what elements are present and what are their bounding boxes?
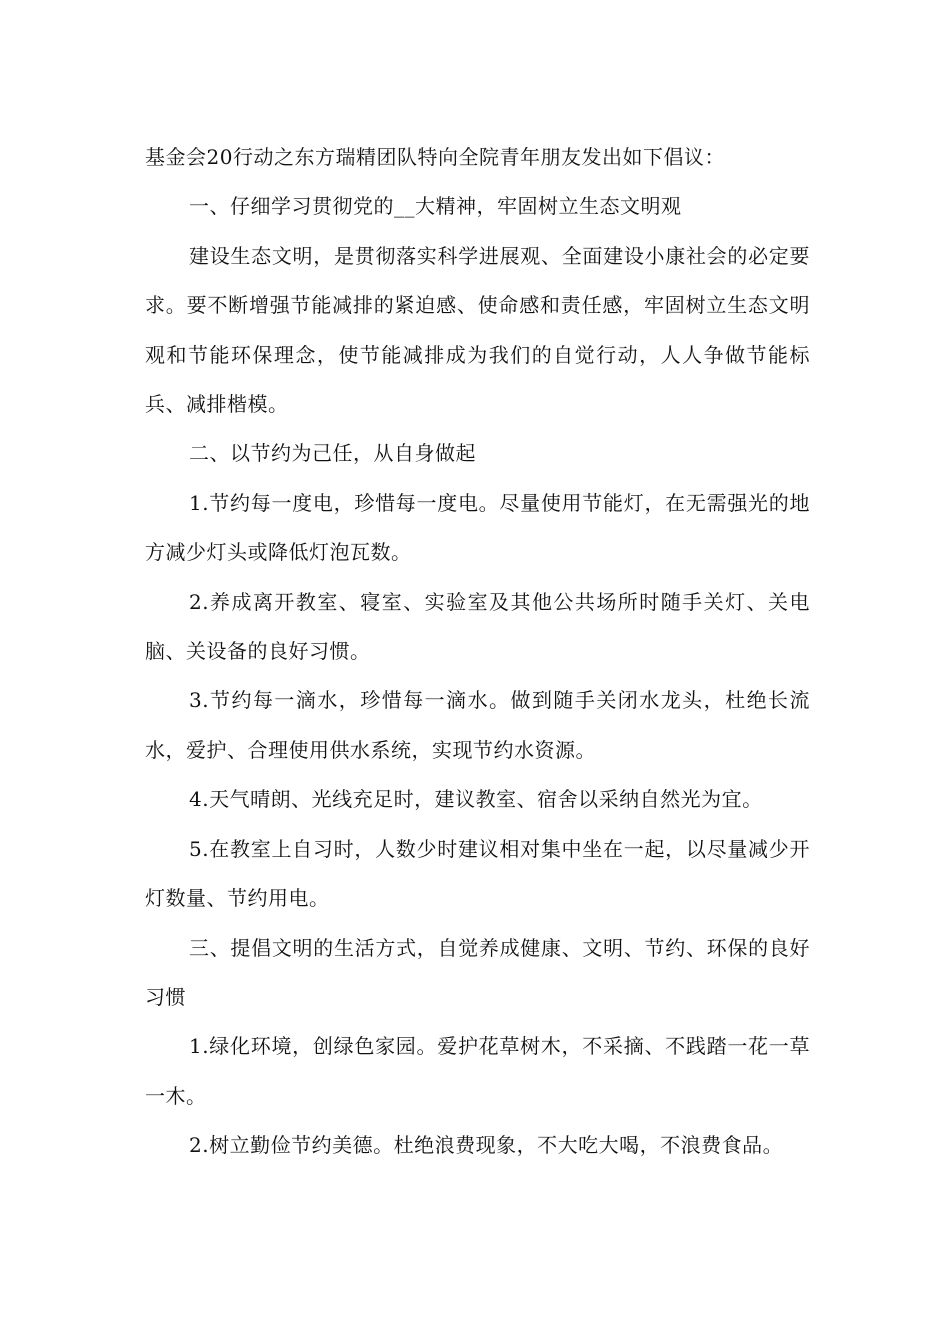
list-item-natural-light: 4.天气晴朗、光线充足时，建议教室、宿舍以采纳自然光为宜。 — [189, 787, 763, 812]
list-item-habits: 2.养成离开教室、寝室、实验室及其他公共场所时随手关灯、关电脑、关设备的良好习惯。 — [145, 589, 810, 664]
section-heading-1: 一、仔细学习贯彻党的__大精神，牢固树立生态文明观 — [189, 194, 682, 219]
list-item-study: 5.在教室上自习时，人数少时建议相对集中坐在一起，以尽量减少开灯数量、节约用电。 — [145, 836, 810, 911]
section-heading-2: 二、以节约为己任，从自身做起 — [189, 441, 476, 466]
list-item-water: 3.节约每一滴水，珍惜每一滴水。做到随手关闭水龙头，杜绝长流水，爱护、合理使用供水系统，实现节约水资源。 — [145, 688, 810, 762]
list-item-thrift: 2.树立勤俭节约美德。杜绝浪费现象，不大吃大喝，不浪费食品。 — [189, 1133, 784, 1158]
list-item-greening: 1.绿化环境，创绿色家园。爱护花草树木，不采摘、不践踏一花一草一木。 — [145, 1034, 810, 1108]
section-heading-3: 三、提倡文明的生活方式，自觉养成健康、文明、节约、环保的良好习惯 — [145, 935, 810, 1009]
intro-paragraph: 基金会20行动之东方瑞精团队特向全院青年朋友发出如下倡议： — [145, 145, 725, 169]
list-item-electricity: 1.节约每一度电，珍惜每一度电。尽量使用节能灯，在无需强光的地方减少灯头或降低灯泡瓦数。 — [145, 490, 810, 565]
body-paragraph: 建设生态文明，是贯彻落实科学进展观、全面建设小康社会的必定要求。要不断增强节能减排的紧迫感、使命感和责任感，牢固树立生态文明观和节能环保理念，使节能减排成为我们的自觉行动，人人争做节能标兵、减排楷模。 — [145, 243, 810, 417]
document-page — [145, 133, 810, 1171]
